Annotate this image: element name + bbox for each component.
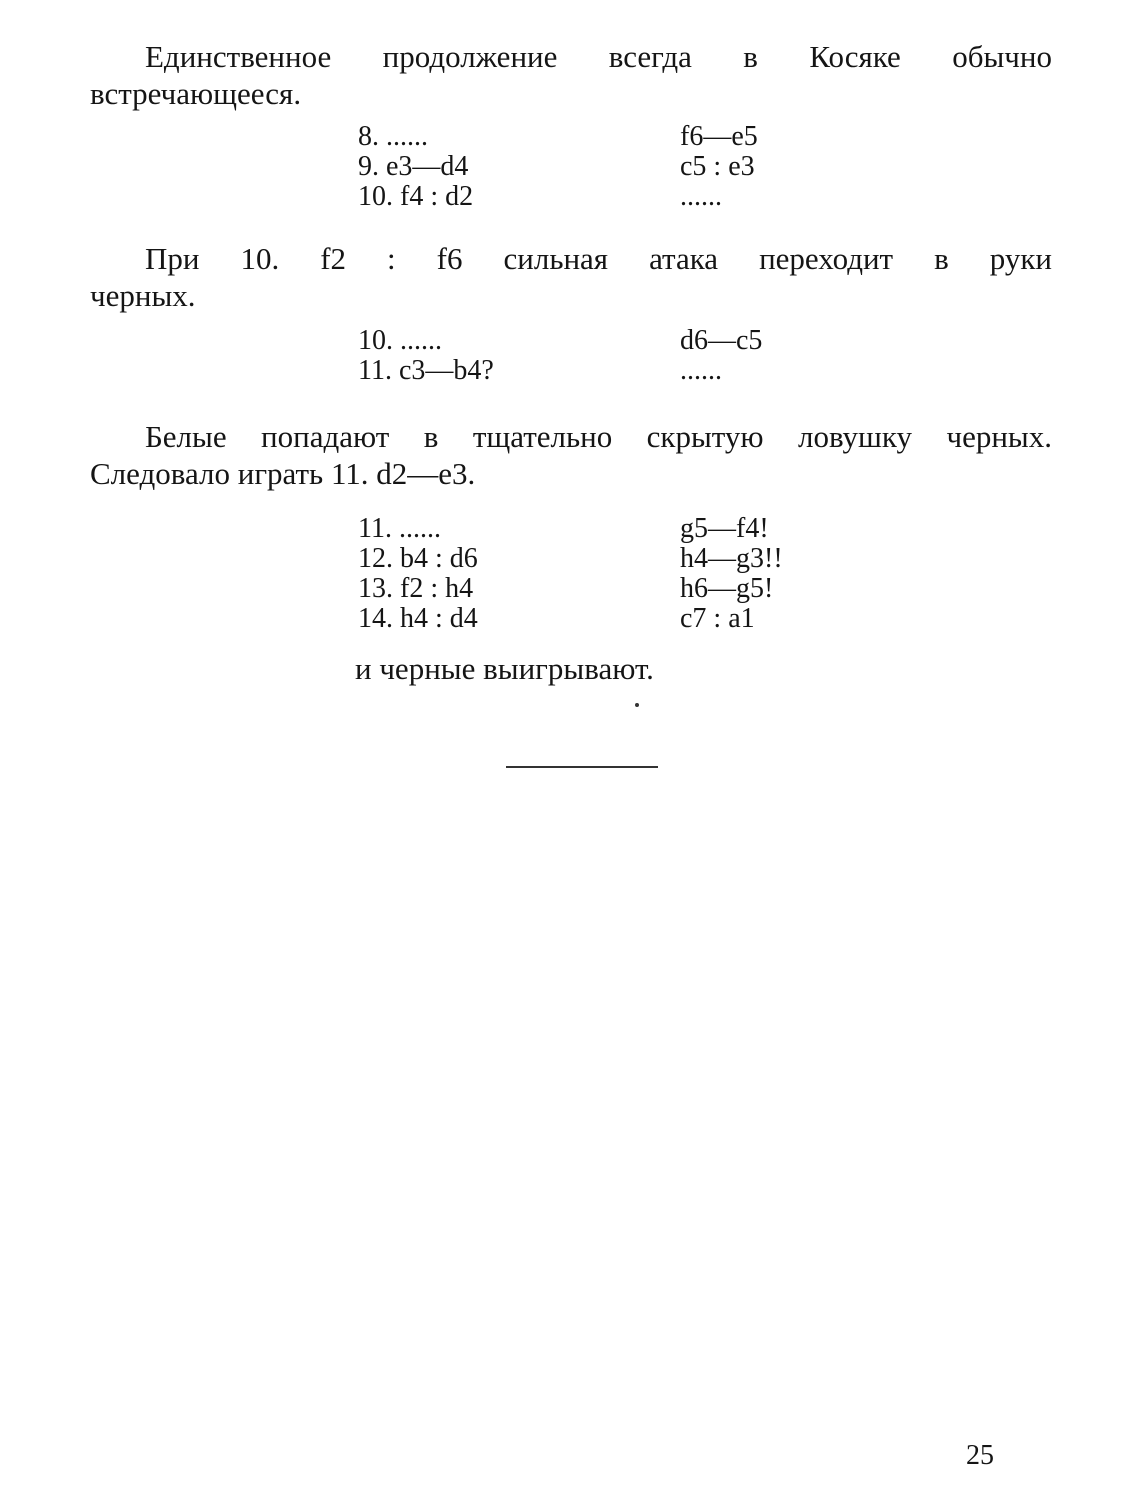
black-move: d6—c5 [680, 325, 763, 356]
paragraph-3 [90, 418, 1052, 492]
paragraph-1-line-1: Единственное продолжение всегда в Косяке обычно [145, 39, 1052, 74]
move-row [358, 514, 818, 544]
black-move: ...... [680, 355, 722, 386]
black-move: f6—e5 [680, 121, 758, 152]
move-row [358, 182, 818, 212]
paragraph-3-line-1: Белые попадают в тщательно скрытую ловушку черных. [145, 419, 1052, 454]
black-move: ...... [680, 181, 722, 212]
move-block-1 [358, 122, 818, 212]
paragraph-2-line-2: черных. [90, 278, 196, 313]
white-move: 9. e3—d4 [358, 151, 469, 182]
paragraph-3-line-2: Следовало играть 11. d2—e3. [90, 456, 476, 491]
paragraph-1 [90, 38, 1052, 112]
section-divider [506, 766, 658, 768]
move-block-2 [358, 326, 818, 386]
move-row [358, 574, 818, 604]
black-move: h4—g3!! [680, 543, 783, 574]
black-move: c5 : e3 [680, 151, 755, 182]
move-row [358, 326, 818, 356]
white-move: 13. f2 : h4 [358, 573, 474, 604]
paragraph-1-line-2: встречающееся. [90, 76, 302, 111]
move-row [358, 604, 818, 634]
black-move: c7 : a1 [680, 603, 755, 634]
closing-line: и черные выигрывают. [355, 651, 654, 686]
white-move: 10. ...... [358, 325, 442, 356]
white-move: 11. c3—b4? [358, 355, 494, 386]
page-number: 25 [966, 1440, 994, 1471]
stray-dot [635, 703, 639, 707]
white-move: 12. b4 : d6 [358, 543, 478, 574]
white-move: 14. h4 : d4 [358, 603, 478, 634]
move-row [358, 356, 818, 386]
move-block-3 [358, 514, 818, 634]
paragraph-2 [90, 240, 1052, 314]
black-move: h6—g5! [680, 573, 774, 604]
move-row [358, 122, 818, 152]
move-row [358, 544, 818, 574]
white-move: 10. f4 : d2 [358, 181, 474, 212]
paragraph-2-line-1: При 10. f2 : f6 сильная атака переходит в руки [145, 241, 1052, 276]
white-move: 11. ...... [358, 513, 441, 544]
move-row [358, 152, 818, 182]
white-move: 8. ...... [358, 121, 428, 152]
black-move: g5—f4! [680, 513, 769, 544]
